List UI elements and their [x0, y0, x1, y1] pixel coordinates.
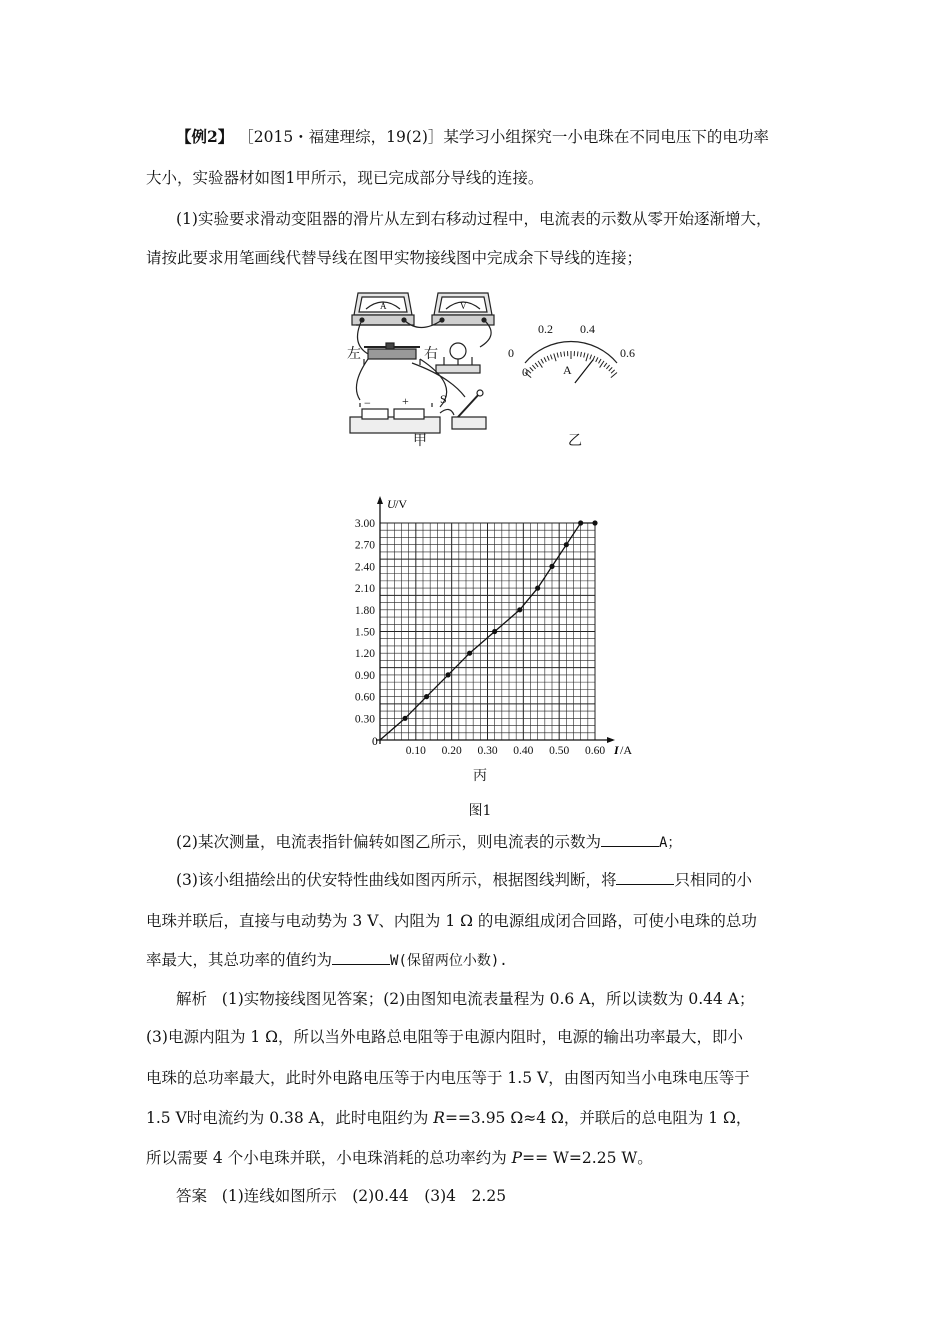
x-tick-label: 0.20 [441, 745, 462, 757]
question-3-text-d: W(保留两位小数). [390, 953, 508, 969]
y-tick-label: 1.20 [354, 648, 375, 661]
question-2-text: (2)某次测量，电流表指针偏转如图乙所示，则电流表的示数为 [176, 833, 601, 851]
y-tick-label: 2.40 [354, 561, 375, 574]
dial-tick-mark [611, 370, 615, 373]
data-point [492, 629, 497, 634]
dial-tick-mark [600, 361, 604, 368]
x-tick-label: 0.10 [405, 745, 426, 757]
dial-tick-0.2: 0.2 [538, 322, 553, 336]
answer-label: 答案 [176, 1187, 208, 1205]
chart-grid [380, 523, 595, 740]
answer-line [176, 1186, 846, 1206]
x-tick-label: 0.60 [584, 745, 606, 757]
solution-text-1: (1)实物接线图见答案；(2)由图知电流表量程为 0.6 A，所以读数为 0.44 A； [221, 990, 755, 1008]
dial-unit-letter: A [563, 363, 572, 377]
x-tick-label: 0.50 [549, 745, 570, 757]
ammeter-letter: A [380, 301, 387, 311]
dial-tick-mark [596, 357, 598, 361]
switch [452, 390, 486, 429]
solution-var-r: R [433, 1109, 445, 1127]
y-axis-unit: /V [395, 497, 407, 511]
voltmeter-letter: V [460, 301, 467, 311]
battery-minus: − [364, 396, 371, 410]
dial-tick-mark [532, 365, 535, 369]
question-3-blank-count [616, 870, 674, 885]
dial-tick-mark [557, 353, 558, 358]
y-tick-label: 3.00 [354, 518, 375, 530]
chart-y-tick-labels [355, 518, 375, 725]
data-point [517, 607, 522, 612]
dial-inner-zero: 0 [522, 365, 528, 379]
data-point [592, 520, 597, 525]
ammeter-dial [508, 322, 635, 383]
x-axis-unit: /A [620, 743, 632, 757]
figure-bing-label: 丙 [473, 768, 487, 784]
problem-line-1 [176, 127, 846, 147]
y-tick-label: 0.90 [354, 669, 375, 682]
data-point [445, 672, 450, 677]
dial-tick-mark [604, 363, 607, 367]
chart-x-axis-label [613, 743, 632, 757]
dial-needle [575, 360, 593, 383]
y-tick-label: 2.70 [354, 539, 375, 552]
solution-text-4a: 1.5 V时电流约为 0.38 A，此时电阻约为 [146, 1109, 434, 1127]
question-1-line-2: 请按此要求用笔画线代替导线在图甲实物接线图中完成余下导线的连接； [146, 249, 643, 267]
dial-tick-mark [561, 352, 562, 357]
data-point [424, 694, 429, 699]
solution-line-1 [176, 989, 846, 1009]
question-1-line-1: (1)实验要求滑动变阻器的滑片从左到右移动过程中，电流表的示数从零开始逐渐增大， [176, 210, 772, 228]
example-tag: 【例2】 [176, 127, 234, 146]
dial-tick-0.4: 0.4 [580, 322, 595, 336]
data-point [549, 564, 554, 569]
circuit-right-label: 右 [424, 347, 438, 362]
question-2-unit: A； [658, 835, 682, 851]
solution-line-2: (3)电源内阻为 1 Ω，所以当外电路总电阻等于电源内阻时，电源的输出功率最大，即小 [146, 1028, 744, 1046]
y-tick-label: 1.50 [354, 626, 375, 639]
solution-line-4 [146, 1108, 816, 1128]
figure-circuit-and-meter [340, 285, 650, 455]
solution-var-p: P [511, 1149, 523, 1167]
dial-tick-0.6: 0.6 [620, 346, 635, 360]
question-3-text-a: (3)该小组描绘出的伏安特性曲线如图丙所示，根据图线判断，将 [176, 871, 617, 889]
data-point [535, 586, 540, 591]
dial-tick-mark [577, 351, 578, 356]
light-bulb [436, 343, 480, 373]
data-point [467, 651, 472, 656]
data-point [402, 716, 407, 721]
question-3-text-c: 率最大，其总功率的值约为 [146, 951, 333, 969]
rheostat [364, 343, 420, 365]
question-3-text-b: 只相同的小 [674, 871, 752, 889]
y-tick-label: 0.30 [354, 713, 375, 726]
dial-tick-0: 0 [508, 346, 514, 360]
dial-tick-mark [535, 363, 538, 367]
dial-tick-mark [564, 351, 565, 356]
question-3-line-1 [176, 870, 846, 890]
y-axis-variable: U [387, 497, 396, 511]
figure-jia-label: 甲 [413, 433, 427, 449]
dial-tick-mark [606, 365, 609, 369]
dial-tick-mark [586, 354, 588, 362]
battery-plus: + [402, 394, 409, 408]
data-point [578, 520, 583, 525]
switch-letter: S [440, 392, 447, 406]
dial-tick-mark [584, 353, 585, 358]
dial-tick-mark [544, 357, 546, 361]
answer-text: (1)连线如图所示 (2)0.44 (3)4 2.25 [221, 1187, 507, 1205]
question-3-blank-power [332, 950, 390, 965]
chart-x-tick-labels [406, 745, 606, 757]
solution-text-5b: == W=2.25 W。 [522, 1149, 653, 1167]
question-2-blank [601, 832, 659, 847]
y-tick-label: 0.60 [354, 691, 375, 704]
question-3-line-3 [146, 950, 816, 971]
problem-source: ［2015・福建理综，19(2)］ [238, 128, 444, 146]
solution-text-4b: ==3.95 Ω≈4 Ω，并联后的总电阻为 1 Ω， [444, 1109, 752, 1127]
x-axis-variable: I [614, 743, 619, 757]
chart-axes [376, 496, 615, 744]
dial-tick-mark [550, 355, 552, 360]
dial-tick-mark [530, 367, 533, 371]
dial-tick-mark [538, 361, 542, 368]
figure-yi-label: 乙 [568, 433, 582, 449]
dial-tick-mark [609, 367, 612, 371]
solution-line-5 [146, 1148, 816, 1168]
circuit-left-label: 左 [347, 347, 361, 362]
problem-intro-2: 大小，实验器材如图1甲所示，现已完成部分导线的连接。 [146, 169, 544, 187]
data-point [564, 542, 569, 547]
dial-tick-mark [547, 356, 549, 361]
x-tick-label: 0.30 [477, 745, 498, 757]
question-3-line-2: 电珠并联后，直接与电动势为 3 V、内阻为 1 Ω 的电源组成闭合回路，可使小电珠的总功 [146, 912, 757, 930]
solution-line-3: 电珠的总功率最大，此时外电路电压等于内电压等于 1.5 V，由图丙知当小电珠电压等于 [146, 1069, 750, 1087]
y-tick-label: 2.10 [354, 583, 375, 596]
problem-intro-1: 某学习小组探究一小电珠在不同电压下的电功率 [443, 128, 769, 146]
circuit-diagram [350, 293, 494, 433]
dial-tick-mark [599, 359, 602, 363]
dial-tick-mark [554, 354, 556, 362]
chart-y-axis-label [387, 497, 407, 511]
x-tick-label: 0.40 [513, 745, 534, 757]
solution-label: 解析 [176, 990, 208, 1008]
figure-1-caption: 图1 [468, 803, 492, 819]
dial-tick-mark [581, 352, 582, 357]
question-2 [176, 832, 846, 853]
y-tick-label: 1.80 [354, 604, 375, 617]
dial-tick-mark [541, 359, 544, 363]
y-axis-arrow [377, 496, 383, 504]
iv-characteristic-chart [335, 490, 645, 770]
chart-origin-label: 0 [372, 736, 378, 748]
dial-tick-mark [590, 355, 592, 360]
solution-text-5a: 所以需要 4 个小电珠并联，小电珠消耗的总功率约为 [146, 1149, 512, 1167]
